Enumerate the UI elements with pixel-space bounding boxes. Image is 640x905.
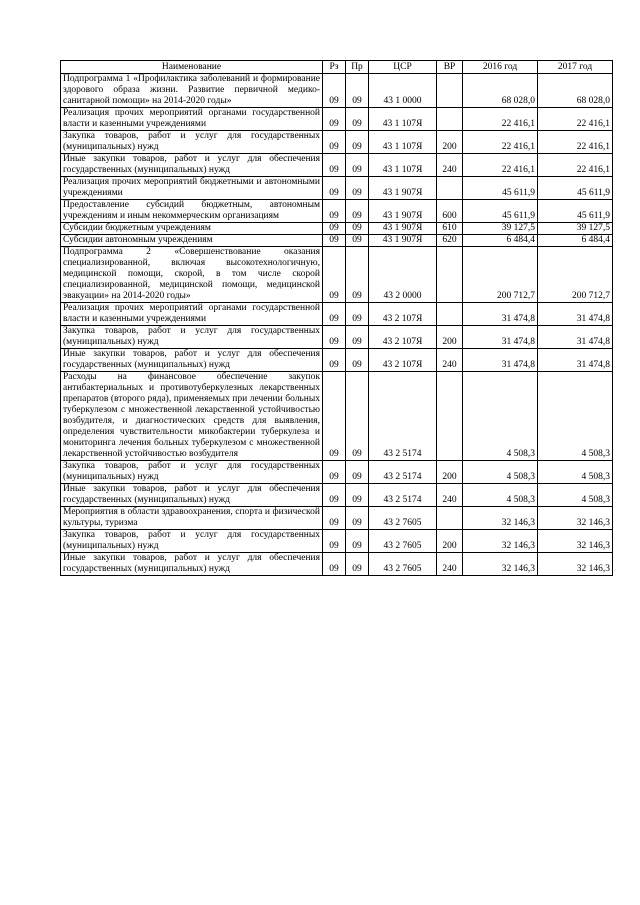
row-2016: 22 416,1 (463, 131, 538, 154)
table-header-row (61, 61, 613, 74)
row-2017: 45 611,9 (538, 200, 613, 223)
row-name: Реализация прочих мероприятий органами государственной власти и казенными учреждениями (61, 303, 323, 326)
header-vr: ВР (437, 61, 463, 74)
row-vr: 200 (437, 326, 463, 349)
row-2017: 32 146,3 (538, 553, 613, 576)
table-row (61, 507, 613, 530)
row-2017: 45 611,9 (538, 177, 613, 200)
row-2017: 39 127,5 (538, 223, 613, 235)
row-2016: 4 508,3 (463, 372, 538, 461)
table-row (61, 200, 613, 223)
row-name: Реализация прочих мероприятий бюджетными и автономными учреждениями (61, 177, 323, 200)
row-vr (437, 247, 463, 303)
table-row (61, 553, 613, 576)
row-rz: 09 (323, 553, 346, 576)
row-2016: 6 484,4 (463, 235, 538, 247)
row-2016: 32 146,3 (463, 530, 538, 553)
row-2016: 4 508,3 (463, 461, 538, 484)
row-csr: 43 1 907Я (369, 200, 437, 223)
table-row (61, 177, 613, 200)
row-name: Предоставление субсидий бюджетным, автономным учреждениям и иным некоммерческим организациям (61, 200, 323, 223)
row-rz: 09 (323, 303, 346, 326)
row-name: Мероприятия в области здравоохранения, спорта и физической культуры, туризма (61, 507, 323, 530)
row-csr: 43 1 107Я (369, 108, 437, 131)
row-pr: 09 (346, 553, 369, 576)
table-row (61, 349, 613, 372)
row-rz: 09 (323, 247, 346, 303)
row-csr: 43 2 7605 (369, 553, 437, 576)
row-2016: 200 712,7 (463, 247, 538, 303)
row-vr: 200 (437, 530, 463, 553)
row-name: Субсидии бюджетным учреждениям (61, 223, 323, 235)
row-2017: 32 146,3 (538, 530, 613, 553)
row-2016: 31 474,8 (463, 349, 538, 372)
row-pr: 09 (346, 131, 369, 154)
row-2016: 31 474,8 (463, 303, 538, 326)
header-name: Наименование (61, 61, 323, 74)
row-rz: 09 (323, 108, 346, 131)
row-csr: 43 2 0000 (369, 247, 437, 303)
row-vr: 200 (437, 131, 463, 154)
budget-table (60, 60, 613, 576)
header-2017: 2017 год (538, 61, 613, 74)
row-2016: 32 146,3 (463, 553, 538, 576)
header-csr: ЦСР (369, 61, 437, 74)
row-pr: 09 (346, 235, 369, 247)
row-rz: 09 (323, 177, 346, 200)
row-2016: 4 508,3 (463, 484, 538, 507)
row-vr (437, 177, 463, 200)
row-rz: 09 (323, 349, 346, 372)
row-csr: 43 2 107Я (369, 303, 437, 326)
row-name: Закупка товаров, работ и услуг для государственных (муниципальных) нужд (61, 530, 323, 553)
row-2016: 45 611,9 (463, 177, 538, 200)
table-body (61, 74, 613, 576)
row-vr (437, 303, 463, 326)
row-pr: 09 (346, 461, 369, 484)
row-name: Иные закупки товаров, работ и услуг для обеспечения государственных (муниципальных) нужд (61, 553, 323, 576)
table-row (61, 303, 613, 326)
table-row (61, 326, 613, 349)
row-vr: 240 (437, 349, 463, 372)
row-name: Расходы на финансовое обеспечение закупок антибактериальных и противотуберкулезных лекарственных препаратов (второго ряда), применяемых при лечении больных туберкулезом с множественной лекарственной устойчивостью возбудителя, и диагностических средств для выявления, определения чувствительности микобактерии туберкулеза и мониторинга лечения больных туберкулезом с множественной лекарственной устойчивостью возбудителя (61, 372, 323, 461)
row-2016: 32 146,3 (463, 507, 538, 530)
row-csr: 43 1 907Я (369, 235, 437, 247)
row-pr: 09 (346, 484, 369, 507)
row-vr: 610 (437, 223, 463, 235)
row-name: Подпрограмма 1 «Профилактика заболеваний и формирование здорового образа жизни. Развитие первичной медико-санитарной помощи» на 2014-2020 годы» (61, 74, 323, 108)
row-name: Закупка товаров, работ и услуг для государственных (муниципальных) нужд (61, 131, 323, 154)
table-row (61, 235, 613, 247)
row-pr: 09 (346, 223, 369, 235)
row-rz: 09 (323, 461, 346, 484)
row-2016: 22 416,1 (463, 154, 538, 177)
row-2017: 22 416,1 (538, 154, 613, 177)
row-2017: 31 474,8 (538, 349, 613, 372)
row-name: Иные закупки товаров, работ и услуг для обеспечения государственных (муниципальных) нужд (61, 154, 323, 177)
row-name: Иные закупки товаров, работ и услуг для обеспечения государственных (муниципальных) нужд (61, 349, 323, 372)
row-name: Реализация прочих мероприятий органами государственной власти и казенными учреждениями (61, 108, 323, 131)
row-rz: 09 (323, 235, 346, 247)
row-pr: 09 (346, 247, 369, 303)
row-rz: 09 (323, 223, 346, 235)
row-pr: 09 (346, 200, 369, 223)
row-pr: 09 (346, 108, 369, 131)
row-csr: 43 1 107Я (369, 154, 437, 177)
row-name: Закупка товаров, работ и услуг для государственных (муниципальных) нужд (61, 326, 323, 349)
row-2017: 31 474,8 (538, 326, 613, 349)
row-vr: 240 (437, 484, 463, 507)
row-name: Субсидии автономным учреждениям (61, 235, 323, 247)
row-rz: 09 (323, 154, 346, 177)
header-2016: 2016 год (463, 61, 538, 74)
row-2017: 32 146,3 (538, 507, 613, 530)
row-pr: 09 (346, 154, 369, 177)
row-2017: 6 484,4 (538, 235, 613, 247)
row-2016: 22 416,1 (463, 108, 538, 131)
table-row (61, 223, 613, 235)
row-csr: 43 2 5174 (369, 484, 437, 507)
row-2016: 31 474,8 (463, 326, 538, 349)
table-row (61, 372, 613, 461)
row-pr: 09 (346, 372, 369, 461)
table-row (61, 74, 613, 108)
row-rz: 09 (323, 200, 346, 223)
row-2017: 200 712,7 (538, 247, 613, 303)
row-name: Иные закупки товаров, работ и услуг для обеспечения государственных (муниципальных) нужд (61, 484, 323, 507)
row-pr: 09 (346, 507, 369, 530)
row-vr (437, 74, 463, 108)
row-2017: 4 508,3 (538, 461, 613, 484)
row-csr: 43 1 907Я (369, 177, 437, 200)
row-2017: 22 416,1 (538, 108, 613, 131)
header-rz: Рз (323, 61, 346, 74)
row-pr: 09 (346, 349, 369, 372)
row-name: Закупка товаров, работ и услуг для государственных (муниципальных) нужд (61, 461, 323, 484)
row-2017: 31 474,8 (538, 303, 613, 326)
row-rz: 09 (323, 74, 346, 108)
row-2017: 68 028,0 (538, 74, 613, 108)
row-2017: 4 508,3 (538, 372, 613, 461)
row-rz: 09 (323, 131, 346, 154)
row-rz: 09 (323, 530, 346, 553)
row-vr: 600 (437, 200, 463, 223)
table-row (61, 484, 613, 507)
row-pr: 09 (346, 303, 369, 326)
row-vr: 620 (437, 235, 463, 247)
row-2016: 45 611,9 (463, 200, 538, 223)
table-row (61, 154, 613, 177)
row-vr: 200 (437, 461, 463, 484)
row-csr: 43 1 107Я (369, 131, 437, 154)
row-pr: 09 (346, 177, 369, 200)
row-pr: 09 (346, 74, 369, 108)
row-csr: 43 2 107Я (369, 349, 437, 372)
row-csr: 43 2 5174 (369, 461, 437, 484)
row-2016: 39 127,5 (463, 223, 538, 235)
row-csr: 43 2 7605 (369, 530, 437, 553)
row-pr: 09 (346, 326, 369, 349)
header-pr: Пр (346, 61, 369, 74)
row-csr: 43 1 0000 (369, 74, 437, 108)
row-vr (437, 507, 463, 530)
row-pr: 09 (346, 530, 369, 553)
row-2017: 22 416,1 (538, 131, 613, 154)
row-2017: 4 508,3 (538, 484, 613, 507)
row-csr: 43 2 7605 (369, 507, 437, 530)
row-csr: 43 2 107Я (369, 326, 437, 349)
row-name: Подпрограмма 2 «Совершенствование оказания специализированной, включая высокотехнологичную, медицинской помощи, скорой, в том числе скорой специализированной, медицинской помощи, медицинской эвакуации» на 2014-2020 годы» (61, 247, 323, 303)
row-vr (437, 372, 463, 461)
row-rz: 09 (323, 326, 346, 349)
table-row (61, 131, 613, 154)
table-row (61, 108, 613, 131)
row-rz: 09 (323, 484, 346, 507)
row-csr: 43 1 907Я (369, 223, 437, 235)
row-rz: 09 (323, 507, 346, 530)
table-row (61, 461, 613, 484)
row-rz: 09 (323, 372, 346, 461)
table-row (61, 247, 613, 303)
row-vr: 240 (437, 553, 463, 576)
row-2016: 68 028,0 (463, 74, 538, 108)
row-csr: 43 2 5174 (369, 372, 437, 461)
row-vr (437, 108, 463, 131)
table-row (61, 530, 613, 553)
row-vr: 240 (437, 154, 463, 177)
